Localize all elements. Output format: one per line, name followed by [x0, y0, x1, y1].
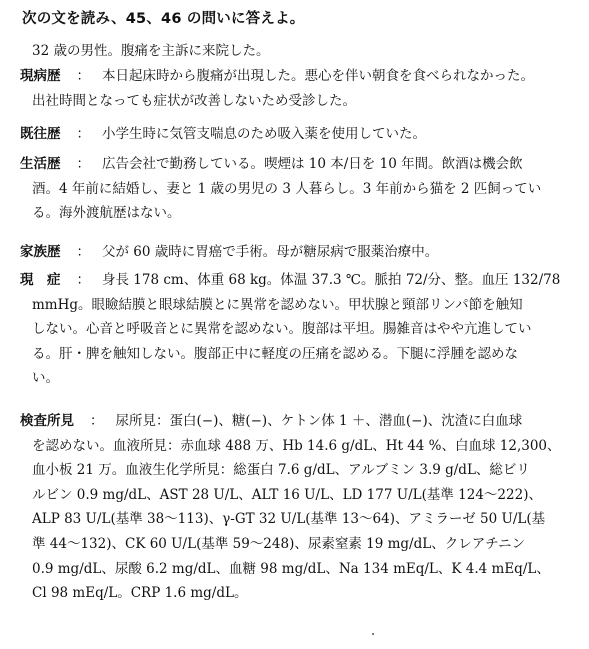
section-text-line: 父が 60 歳時に胃癌で手術。母が糖尿病で服薬治療中。 [102, 244, 439, 260]
stray-dot [372, 633, 374, 635]
section-text-line: 準 44〜132)、CK 60 U/L(基準 59〜248)、尿素窒素 19 mg/dL、クレアチニン [32, 535, 526, 552]
section-text-line: 血小板 21 万。血液生化学所見：総蛋白 7.6 g/dL、アルブミン 3.9 g/dL、総ビリ [32, 462, 530, 479]
section-text-line: 尿所見：蛋白(−)、糖(−)、ケトン体 1 ＋、潜血(−)、沈渣に白血球 [115, 413, 523, 429]
section-text-line: 出社時間となっても症状が改善しないため受診した。 [32, 92, 356, 109]
label-separator: ： [76, 244, 90, 260]
section-text-line: 広告会社で勤務している。喫煙は 10 本/日を 10 年間。飲酒は機会飲 [102, 156, 523, 172]
section-present-illness [20, 64, 572, 113]
case-intro: 32 歳の男性。腹痛を主訴に来院した。 [32, 43, 270, 59]
section-text-line: 酒。4 年前に結婚し、妻と 1 歳の男児の 3 人暮らし。3 年前から猫を 2 匹飼ってい [32, 180, 542, 197]
section-text-line: 身長 178 cm、体重 68 kg。体温 37.3 ℃。脈拍 72/分、整。血圧 132/78 [102, 272, 561, 288]
section-label: 既往歴 [20, 126, 61, 142]
section-text-line: を認めない。血液所見：赤血球 488 万、Hb 14.6 g/dL、Ht 44 %、白血球 12,300、 [32, 437, 561, 454]
section-text-line: る。海外渡航歴はない。 [32, 205, 181, 222]
label-separator: ： [90, 413, 104, 429]
label-separator: ： [76, 68, 90, 84]
section-past-history [20, 122, 572, 147]
section-label: 検査所見 [20, 413, 74, 429]
section-text-line: 本日起床時から腹痛が出現した。悪心を伴い朝食を食べられなかった。 [102, 68, 534, 84]
label-separator: ： [76, 272, 90, 288]
section-text-line: る。肝・脾を触知しない。腹部正中に軽度の圧痛を認める。下腿に浮腫を認めな [32, 345, 518, 362]
section-text-line: Cl 98 mEq/L。CRP 1.6 mg/dL。 [32, 585, 248, 602]
section-text-line: mmHg。眼瞼結膜と眼球結膜とに異常を認めない。甲状腺と頸部リンパ節を触知 [32, 296, 523, 313]
section-present-findings [20, 268, 572, 391]
section-text-line: しない。心音と呼吸音とに異常を認めない。腹部は平坦。腸雑音はやや亢進してい [32, 321, 532, 338]
section-label: 現 症 [20, 272, 61, 288]
section-text-line: ルビン 0.9 mg/dL、AST 28 U/L、ALT 16 U/L、LD 177 U/L(基準 124〜222)、 [32, 486, 542, 503]
section-family-history [20, 240, 572, 265]
section-text-line: ALP 83 U/L(基準 38〜113)、γ-GT 32 U/L(基準 13〜64)、アミラーゼ 50 U/L(基 [32, 511, 546, 528]
section-label: 家族歴 [20, 244, 61, 260]
label-separator: ： [76, 126, 90, 142]
label-separator: ： [76, 156, 90, 172]
section-social-history [20, 152, 572, 226]
section-text-line: 0.9 mg/dL、尿酸 6.2 mg/dL、血糖 98 mg/dL、Na 134 mEq/L、K 4.4 mEq/L、 [32, 560, 550, 577]
section-text-line: 小学生時に気管支喘息のため吸入薬を使用していた。 [102, 126, 426, 142]
section-text-line: い。 [32, 370, 59, 387]
section-label: 現病歴 [20, 68, 61, 84]
section-lab-findings [20, 409, 572, 606]
question-heading: 次の文を読み、45、46 の問いに答えよ。 [22, 11, 305, 27]
section-label: 生活歴 [20, 156, 61, 172]
